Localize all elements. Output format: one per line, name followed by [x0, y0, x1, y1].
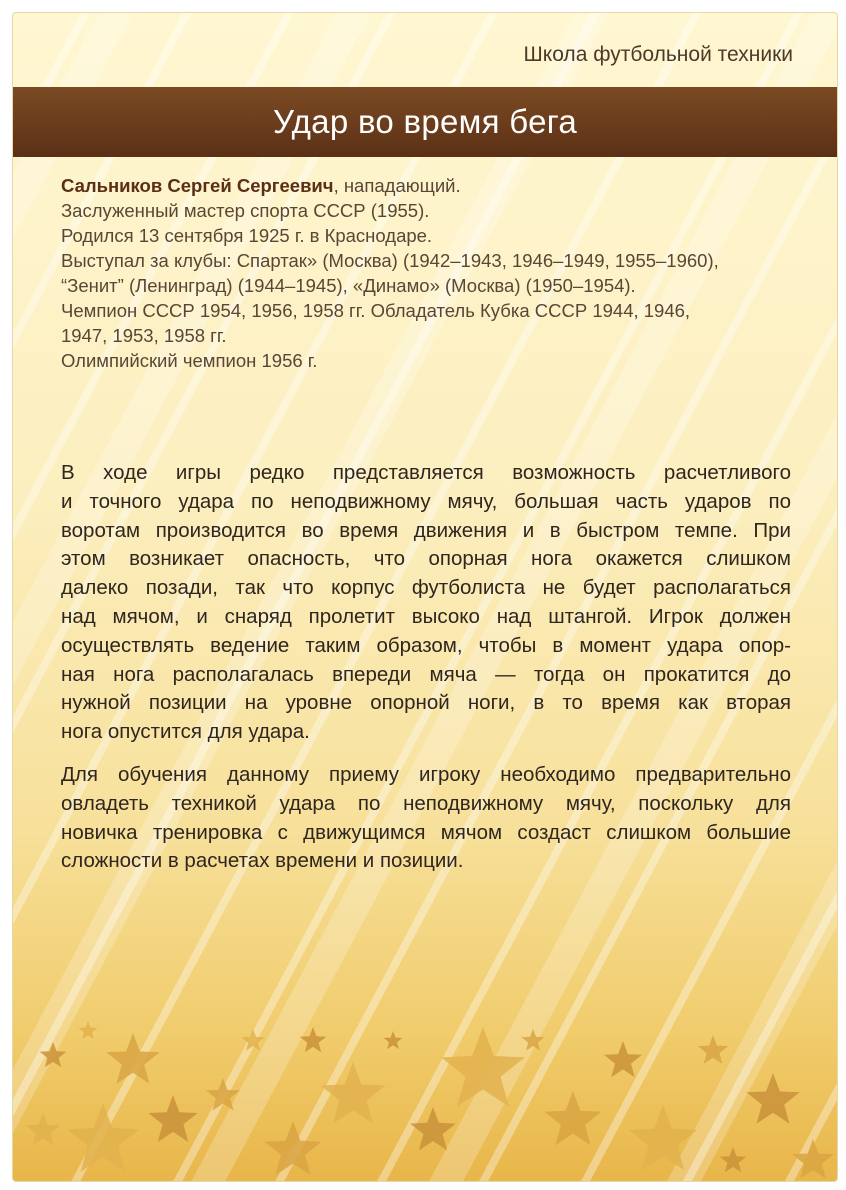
star-icon — [79, 1021, 98, 1039]
star-icon — [67, 1103, 139, 1172]
star-icon — [148, 1095, 197, 1142]
text-line: ная нога располагалась впереди мяча — тогда он прокатится до — [61, 662, 791, 686]
page-title: Удар во время бега — [272, 103, 578, 140]
text-line: нужной позиции на уровне опорной ноги, в то время как вторая — [61, 691, 791, 715]
text-line: сложности в расчетах времени и позиции. — [61, 849, 464, 873]
paragraph-1 — [61, 459, 791, 747]
star-icon — [26, 1113, 60, 1146]
bio-line: Родился 13 сентября 1925 г. в Краснодаре. — [61, 225, 433, 246]
star-icon — [206, 1078, 240, 1111]
title-banner — [13, 87, 837, 157]
paragraph-2 — [61, 761, 791, 876]
star-icon — [384, 1031, 403, 1049]
text-line: воротам производится во время движения и в быстром темпе. При — [61, 518, 791, 542]
star-icon — [545, 1091, 602, 1145]
text-line: овладеть техникой удара по неподвижному мячу, поскольку для — [61, 791, 791, 815]
bio-line: 1947, 1953, 1958 гг. — [61, 325, 227, 346]
bio-line: “Зенит” (Ленинград) (1944–1945), «Динамо» (Москва) (1950–1954). — [61, 275, 636, 296]
text-line: этом возникает опасность, что опорная нога окажется слишком — [61, 547, 791, 571]
bio-heading-line — [61, 173, 801, 198]
star-icon — [629, 1105, 697, 1170]
player-role: , нападающий. — [333, 175, 461, 196]
player-bio — [61, 173, 801, 373]
star-icon — [410, 1107, 456, 1150]
star-icon — [604, 1041, 642, 1077]
star-icon — [792, 1139, 834, 1179]
star-icon — [265, 1121, 322, 1175]
text-line: новичка тренировка с движущимся мячом создаст слишком большие — [61, 820, 791, 844]
text-line: В ходе игры редко представляется возможность расчетливого — [61, 461, 791, 484]
text-line: далеко позади, так что корпус футболиста не будет располагаться — [61, 576, 791, 600]
star-icon — [746, 1073, 799, 1124]
bio-line: Заслуженный мастер спорта СССР (1955). — [61, 200, 430, 221]
star-icon — [106, 1033, 159, 1084]
text-line: осуществлять ведение таким образом, чтобы в момент удара опор- — [61, 633, 791, 657]
text-line: и точного удара по неподвижному мячу, большая часть ударов по — [61, 489, 791, 513]
star-icon — [522, 1029, 545, 1051]
stars-decoration — [13, 1001, 837, 1181]
bio-line: Чемпион СССР 1954, 1956, 1958 гг. Обладатель Кубка СССР 1944, 1946, — [61, 300, 691, 321]
bio-line: Олимпийский чемпион 1956 г. — [61, 350, 318, 371]
star-icon — [698, 1035, 728, 1064]
text-line: нога опустится для удара. — [61, 720, 310, 744]
star-icon — [242, 1029, 265, 1051]
school-name: Школа футбольной техники — [523, 43, 793, 66]
card — [12, 12, 838, 1182]
star-icon — [441, 1027, 525, 1107]
star-icon — [40, 1042, 67, 1067]
star-icon — [321, 1062, 386, 1124]
star-icon — [720, 1147, 747, 1172]
article-body — [61, 459, 791, 890]
text-line: над мячом, и снаряд пролетит высоко над штангой. Игрок должен — [61, 604, 791, 628]
player-name: Сальников Сергей Сергеевич — [61, 175, 334, 196]
text-line: Для обучения данному приему игроку необходимо предварительно — [61, 762, 791, 786]
star-icon — [300, 1027, 327, 1052]
bio-line: Выступал за клубы: Спартак» (Москва) (1942–1943, 1946–1949, 1955–1960), — [61, 250, 719, 271]
